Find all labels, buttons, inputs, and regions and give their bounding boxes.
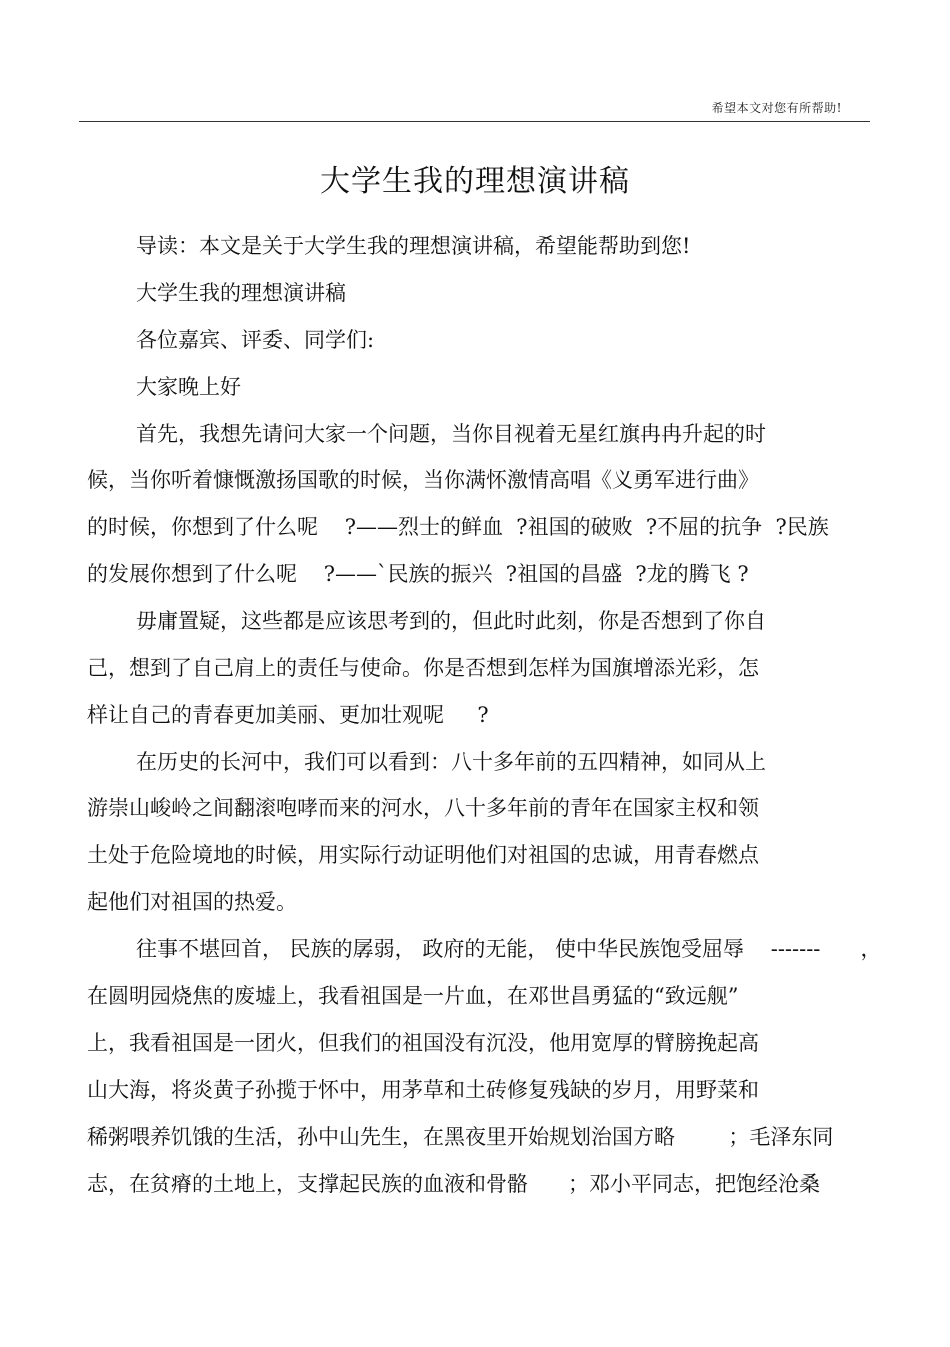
paragraph-line: 毋庸置疑，这些都是应该思考到的，但此时此刻，你是否想到了你自 [136, 609, 766, 633]
document-title: 大学生我的理想演讲稿 [320, 164, 630, 199]
header-note: 希望本文对您有所帮助! [711, 101, 842, 115]
paragraph-line: 在圆明园烧焦的废墟上，我看祖国是一片血，在邓世昌勇猛的“致远舰” [87, 984, 739, 1008]
paragraph-line: 首先，我想先请问大家一个问题，当你目视着无星红旗冉冉升起的时 [136, 422, 766, 446]
paragraph-line: 的发展你想到了什么呢 ?——`民族的振兴 ?祖国的昌盛 ?龙的腾飞 ? [87, 562, 749, 586]
paragraph-line: 稀粥喂养饥饿的生活，孙中山先生，在黑夜里开始规划治国方略 ；毛泽东同 [87, 1125, 834, 1149]
paragraph-line: 候，当你听着慷慨激扬国歌的时候，当你满怀激情高唱《义勇军进行曲》 [87, 468, 759, 492]
paragraph-line: 起他们对祖国的热爱。 [87, 890, 297, 914]
header-divider [79, 121, 870, 122]
paragraph-line: 的时候，你想到了什么呢 ?——烈士的鲜血 ?祖国的破败 ?不屈的抗争 ?民族 [87, 515, 829, 539]
paragraph-line: 游崇山峻岭之间翻滚咆哮而来的河水，八十多年前的青年在国家主权和领 [87, 796, 759, 820]
paragraph-line: 志，在贫瘠的土地上，支撑起民族的血液和骨骼 ；邓小平同志，把饱经沧桑 [87, 1172, 821, 1196]
subtitle-line: 大学生我的理想演讲稿 [136, 281, 346, 305]
intro-line: 导读：本文是关于大学生我的理想演讲稿，希望能帮助到您! [136, 234, 691, 258]
paragraph-line: 山大海，将炎黄子孙揽于怀中，用茅草和土砖修复残缺的岁月，用野菜和 [87, 1078, 759, 1102]
paragraph-line: 往事不堪回首， 民族的孱弱， 政府的无能， 使中华民族饱受屈辱 ------- ， [136, 937, 882, 961]
paragraph-line: 在历史的长河中，我们可以看到：八十多年前的五四精神，如同从上 [136, 750, 766, 774]
paragraph-line: 己，想到了自己肩上的责任与使命。你是否想到怎样为国旗增添光彩，怎 [87, 656, 759, 680]
paragraph-line: 上，我看祖国是一团火，但我们的祖国没有沉没，他用宽厚的臂膀挽起高 [87, 1031, 759, 1055]
paragraph-line: 土处于危险境地的时候，用实际行动证明他们对祖国的忠诚，用青春燃点 [87, 843, 759, 867]
salutation-line: 各位嘉宾、评委、同学们: [136, 328, 375, 352]
greeting-line: 大家晚上好 [136, 375, 241, 399]
paragraph-line: 样让自己的青春更加美丽、更加壮观呢 ? [87, 703, 489, 727]
